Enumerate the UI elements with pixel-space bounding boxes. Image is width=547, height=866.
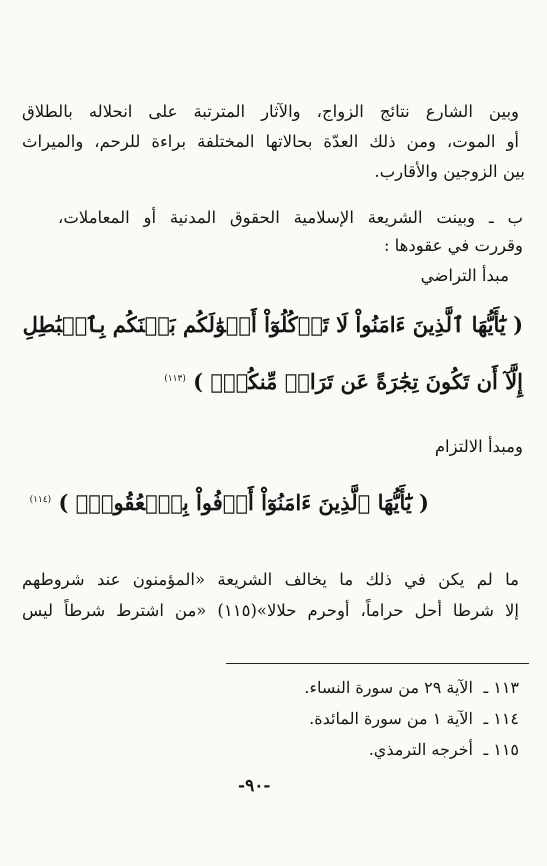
footnote-reference[interactable]: (١١٣): [164, 374, 186, 384]
quran-verse-line: [164, 364, 523, 397]
footnote-divider: [226, 663, 529, 664]
quran-verse-line: [30, 485, 429, 518]
quran-verse-text: إِلَّآ أَن تَكُونَ تِجَٰرَةً عَن تَرَاضٖ مِّنكُمۡۚ ): [193, 369, 523, 394]
quran-verse-text: ( يَٰٓأَيُّهَا ٱلَّذِينَ ءَامَنُوٓاْ أَوۡفُواْ بِٱلۡعُقُودِۚ ): [58, 490, 429, 515]
footnote-number: ١١٤ ـ: [483, 709, 519, 728]
paragraph-line: وبين الشارع نتائج الزواج، والآثار المترتبة على انحلاله بالطلاق: [22, 102, 519, 121]
paragraph-line: ب ـ وبينت الشريعة الإسلامية الحقوق المدنية أو المعاملات،: [58, 208, 523, 227]
paragraph-line: بين الزوجين والأقارب.: [374, 162, 525, 181]
footnote-number: ١١٣ ـ: [483, 678, 519, 697]
footnote-text: الآية ٢٩ من سورة النساء.: [304, 678, 473, 697]
footnote-text: الآية ١ من سورة المائدة.: [309, 709, 473, 728]
paragraph-line: أو الموت، ومن ذلك العدّة بحالاتها المختلفة براءة للرحم، والميراث: [22, 132, 519, 151]
footnote-reference[interactable]: (١١٤): [29, 495, 52, 505]
footnote-text: أخرجه الترمذي.: [368, 740, 473, 759]
paragraph-line: ما لم يكن في ذلك ما يخالف الشريعة «المؤمنون عند شروطهم: [22, 570, 519, 589]
page-number: -٩٠-: [238, 776, 271, 796]
quran-verse-line: ( يَٰٓأَيُّهَا ٱلَّذِينَ ءَامَنُواْ لَا تَأۡكُلُوٓاْ أَمۡوَٰلَكُم بَيۡنَكُم بِٱلۡبَٰطِلِ: [22, 312, 523, 337]
paragraph-line: إلا شرطا أحل حراماً، أوحرم حلالا»(١١٥) «من اشترط شرطاً ليس: [22, 601, 519, 620]
section-heading: ومبدأ الالتزام: [434, 437, 523, 456]
section-heading: مبدأ التراضي: [420, 266, 509, 285]
footnote-number: ١١٥ ـ: [483, 740, 519, 759]
paragraph-line: وقررت في عقودها :: [383, 236, 523, 255]
